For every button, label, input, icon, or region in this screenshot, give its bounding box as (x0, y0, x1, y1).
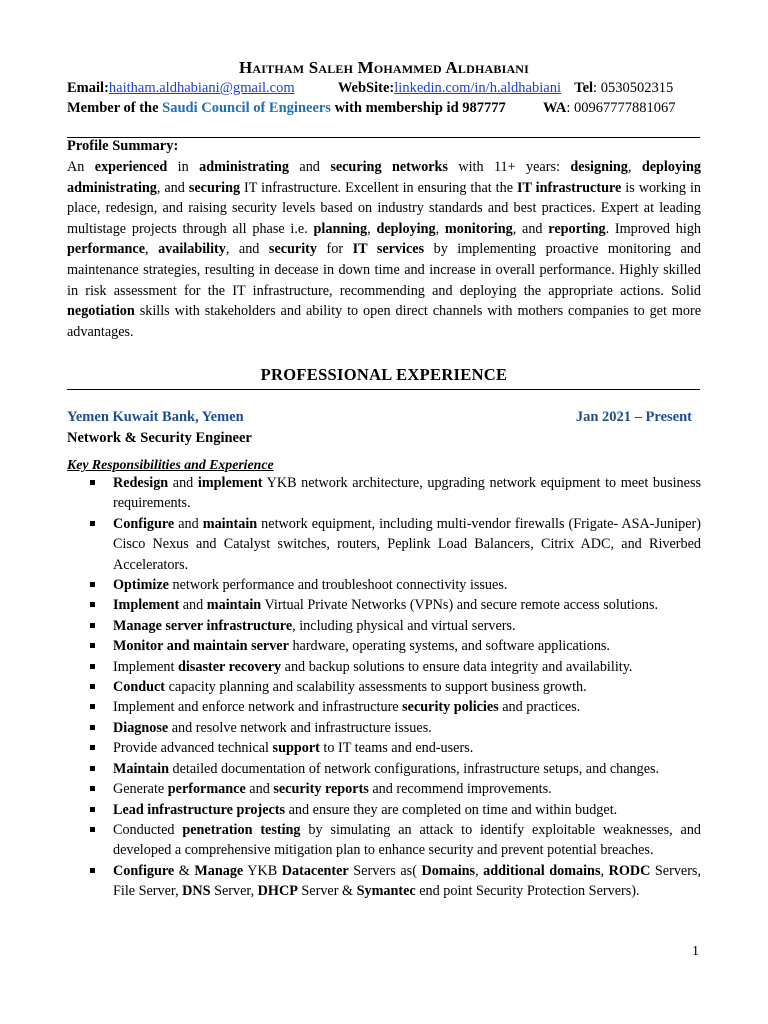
emphasis-text: implement (197, 475, 263, 491)
body-text: & (174, 862, 195, 879)
bullet-icon (90, 786, 95, 791)
bullet-icon (90, 807, 95, 812)
bullet-icon (90, 521, 95, 526)
emphasis-text: experienced (94, 159, 168, 175)
body-text: , (627, 159, 642, 175)
body-text: by simulating an attack to identify exploitable weaknesses, and developed a comprehensive mitigation plan to enhance security and prevent potential breaches. (113, 821, 702, 859)
emphasis-text: disaster recovery (178, 658, 282, 675)
responsibility-item (90, 677, 701, 697)
website-link[interactable]: linkedin.com/in/h.aldhabiani (394, 80, 561, 96)
body-text: and (179, 597, 207, 614)
body-text: Implement and enforce network and infrastructure (113, 699, 403, 716)
section-title: PROFESSIONAL EXPERIENCE (260, 365, 508, 384)
employment-dates: Jan 2021 – Present (575, 409, 692, 425)
emphasis-text: reporting (548, 220, 606, 237)
body-text: , (475, 862, 484, 879)
responsibility-item (90, 779, 701, 799)
emphasis-text: deploying (376, 220, 436, 237)
body-text: , and (156, 179, 189, 196)
emphasis-text: Diagnose (113, 719, 169, 736)
body-text: Implement (113, 658, 179, 675)
bullet-icon (90, 684, 95, 689)
emphasis-text: RODC (608, 862, 651, 879)
emphasis-text: planning (313, 220, 368, 237)
emphasis-text: monitoring (444, 220, 513, 237)
body-text: with 11+ years: (447, 159, 571, 175)
body-text: , and (512, 220, 549, 237)
body-text: Virtual Private Networks (VPNs) and secure remote access solutions. (261, 597, 659, 614)
responsibility-item (90, 738, 701, 758)
emphasis-text: IT services (352, 241, 425, 258)
emphasis-text: designing (570, 159, 628, 175)
responsibility-item (90, 595, 701, 615)
wa-label: WA (543, 100, 567, 116)
bullet-icon (90, 602, 95, 607)
emphasis-text: Lead infrastructure projects (113, 801, 286, 818)
candidate-name: Haitham Saleh Mohammed Aldhabiani (238, 58, 530, 77)
body-text: network equipment, including multi-vendor firewalls (Frigate- ASA-Juniper) Cisco Nexus and Catalyst switches, routers, Peplink Load Balancers, Citrix ADC, and Riverbed Accelerators. (113, 515, 701, 573)
body-text: capacity planning and scalability assessments to support business growth. (165, 679, 587, 696)
body-text: YKB network architecture, upgrading network equipment to meet business requirements. (113, 475, 701, 512)
responsibility-item (90, 657, 701, 677)
emphasis-text: deploying administrating (67, 159, 701, 196)
emphasis-text: securing (188, 179, 241, 196)
body-text: to IT teams and end-users. (319, 740, 474, 757)
emphasis-text: Redesign (113, 475, 169, 491)
bullet-icon (90, 480, 95, 485)
bullet-icon (90, 766, 95, 771)
emphasis-text: performance (167, 781, 246, 798)
body-text: , (600, 862, 609, 879)
responsibility-item (90, 575, 701, 595)
body-text: Server & (297, 883, 357, 900)
responsibility-item (90, 616, 701, 636)
page-number: 1 (692, 944, 699, 959)
body-text: and practices. (498, 699, 581, 716)
body-text: Provide advanced technical (113, 740, 273, 757)
body-text: Servers, File Server, (113, 862, 702, 900)
body-text: Server, (210, 883, 258, 900)
emphasis-text: Manage (194, 862, 244, 879)
emphasis-text: availability (158, 241, 226, 258)
body-text: . Improved high (605, 220, 702, 237)
body-text: and (245, 781, 274, 798)
wa-value: : 00967777881067 (566, 100, 676, 116)
member-id: with membership id 987777 (330, 100, 506, 116)
bullet-icon (90, 623, 95, 628)
emphasis-text: maintain (202, 515, 258, 532)
emphasis-text: Optimize (113, 577, 169, 594)
body-text: and resolve network and infrastructure issues. (168, 719, 432, 736)
body-text: Generate (113, 781, 168, 798)
email-link[interactable]: haitham.aldhabiani@gmail.com (108, 80, 295, 96)
emphasis-text: Symantec (356, 883, 416, 900)
responsibility-item (90, 636, 701, 656)
responsibility-item (90, 718, 701, 738)
bullet-icon (90, 827, 95, 832)
bullet-icon (90, 868, 95, 873)
responsibility-item (90, 861, 701, 902)
emphasis-text: securing networks (330, 159, 448, 175)
emphasis-text: administrating (199, 159, 289, 175)
responsibility-item (90, 697, 701, 717)
bullet-icon (90, 745, 95, 750)
body-text: and ensure they are completed on time and within budget. (285, 801, 618, 818)
body-text: by implementing proactive monitoring and maintenance strategies, resulting in decease in down time and increase in overall performance. Highly skilled in risk assessment for the IT infrastructure, recommending and deploying the appropriate actions. Solid (67, 241, 701, 299)
emphasis-text: security reports (273, 781, 369, 798)
bullet-icon (90, 664, 95, 669)
emphasis-text: Conduct (113, 679, 166, 696)
website-label: WebSite (337, 80, 390, 96)
emphasis-text: additional domains (483, 862, 601, 879)
member-organization: Saudi Council of Engineers (162, 100, 331, 116)
emphasis-text: DNS (182, 883, 211, 900)
body-text: , including physical and virtual servers. (292, 617, 516, 634)
body-text: and (168, 475, 198, 491)
emphasis-text: security policies (402, 699, 499, 716)
bullet-icon (90, 582, 95, 587)
responsibilities-list (90, 473, 701, 902)
responsibility-item (90, 514, 701, 575)
body-text: skills with stakeholders and ability to open direct channels with mothers companies to get more advantages. (67, 303, 701, 340)
body-text: , and (225, 241, 269, 258)
emphasis-text: maintain (206, 597, 262, 614)
body-text: for (317, 241, 353, 258)
emphasis-text: support (272, 740, 320, 757)
body-text: An (67, 159, 95, 175)
body-text: network performance and troubleshoot connectivity issues. (168, 577, 508, 594)
responsibilities-heading: Key Responsibilities and Experience (67, 457, 274, 472)
body-text: , (145, 241, 159, 258)
emphasis-text: Maintain (113, 760, 169, 777)
bullet-icon (90, 704, 95, 709)
body-text: , (367, 220, 377, 237)
responsibility-item (90, 759, 701, 779)
bullet-icon (90, 725, 95, 730)
body-text: and backup solutions to ensure data integrity and availability. (281, 658, 633, 675)
body-text: and (174, 515, 203, 532)
emphasis-text: Implement (113, 597, 180, 614)
emphasis-text: Domains (421, 862, 476, 879)
emphasis-text: security (268, 241, 317, 258)
tel-label: Tel (574, 80, 594, 96)
body-text: is working in place, redesign, and raising security levels based on industry standards and best practices. Expert at leading multistage projects through all phase i.e. (67, 179, 701, 237)
emphasis-text: IT infrastructure (516, 179, 622, 196)
tel-value: : 0530502315 (593, 80, 674, 96)
emphasis-text: negotiation (67, 303, 135, 320)
emphasis-text: Configure (113, 862, 175, 879)
body-text: detailed documentation of network configurations, infrastructure setups, and changes. (168, 760, 660, 777)
contact-line: Email:haitham.aldhabiani@gmail.com WebSite:linkedin.com/in/h.aldhabiani Tel: 0530502315 (67, 80, 674, 96)
body-text: end point Security Protection Servers). (415, 883, 640, 900)
body-text: IT infrastructure. Excellent in ensuring that the (240, 179, 517, 196)
emphasis-text: Monitor and maintain server (113, 638, 289, 655)
email-label: Email (67, 80, 105, 96)
membership-line (67, 100, 676, 117)
emphasis-text: Manage server infrastructure (113, 617, 293, 634)
profile-summary-text (67, 157, 701, 342)
profile-summary (67, 157, 701, 342)
body-text: and recommend improvements. (368, 781, 552, 798)
divider (67, 389, 700, 390)
body-text: , (435, 220, 445, 237)
responsibility-item (90, 820, 701, 861)
responsibility-item (90, 800, 701, 820)
body-text: and (289, 159, 331, 175)
body-text: Conducted (113, 821, 183, 838)
body-text: in (167, 159, 200, 175)
emphasis-text: Datacenter (281, 862, 349, 879)
job-title: Network & Security Engineer (67, 430, 252, 446)
emphasis-text: penetration testing (182, 821, 301, 838)
emphasis-text: performance (67, 241, 145, 258)
body-text: hardware, operating systems, and software applications. (288, 638, 610, 655)
bullet-icon (90, 643, 95, 648)
emphasis-text: Configure (113, 515, 175, 532)
member-prefix: Member of the (67, 100, 163, 116)
profile-summary-heading: Profile Summary: (67, 138, 179, 154)
body-text: Servers as( (348, 862, 422, 879)
company-name: Yemen Kuwait Bank, Yemen (67, 409, 244, 425)
emphasis-text: DHCP (257, 883, 298, 900)
body-text: YKB (243, 862, 282, 879)
responsibility-item (90, 473, 701, 514)
